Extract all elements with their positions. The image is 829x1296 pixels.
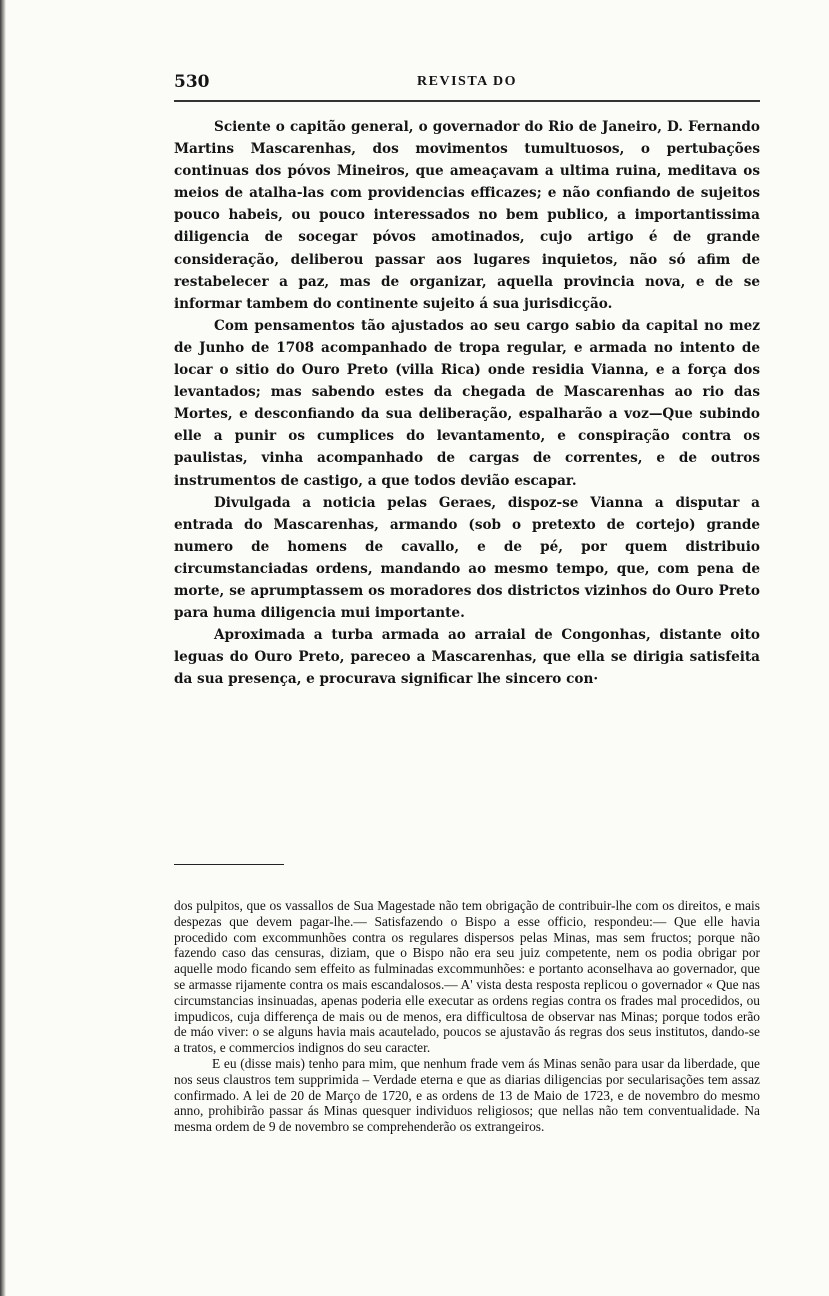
footnotes: [174, 898, 760, 1135]
footnote-paragraph: dos pulpitos, que os vassallos de Sua Magestade não tem obrigação de contribuir-lhe com os direitos, e mais despezas que devem pagar-lhe.— Satisfazendo o Bispo a esse officio, respondeu:— Que elle havia procedido com excommunhões contra os regulares dispersos pelas Minas, mas sem fructos; porque não fazendo caso das censuras, diziam, que o Bispo não era seu juiz competente, nem os podia obrigar por aquelle modo ficando sem effeito as fulminadas excommunhões: e portanto aconselhava ao governador, que se armasse rijamente contra os mais escandalosos.— A' vista desta resposta replicou o governador « Que nas circumstancias insinuadas, apenas poderia elle executar as ordens regias contra os frades mal procedidos, ou impudicos, cuja differença de mais ou de menos, era difficultosa de observar nas Minas; porque todos erão de máo viver: o se alguns havia mais acautelado, poucos se ajustavão ás regras dos seus institutos, dando-se a tratos, e commercios indignos do seu caracter.: [174, 898, 760, 1056]
body-text: [174, 116, 760, 690]
footnote-rule: [174, 864, 284, 865]
body-paragraph: Divulgada a noticia pelas Geraes, dispoz-se Vianna a disputar a entrada do Mascarenhas, armando (sob o pretexto de cortejo) grande numero de homens de cavallo, e de pé, por quem distribuio circumstanciadas ordens, mandando ao mesmo tempo, que, com pena de morte, se aprumptassem os moradores dos districtos vizinhos do Ouro Preto para huma diligencia mui importante.: [174, 494, 760, 622]
body-paragraph: Sciente o capitão general, o governador do Rio de Janeiro, D. Fernando Martins Mascarenhas, dos movimentos tumultuosos, o pertubações continuas dos póvos Mineiros, que ameaçavam a ultima ruina, meditava os meios de atalha-las com providencias efficazes; e não confiando de sujeitos pouco habeis, ou pouco interessados no bem publico, a importantissima diligencia de socegar póvos amotinados, cujo artigo é de grande consideração, deliberou passar aos lugares inquietos, não só afim de restabelecer a paz, mas de organizar, aquella provincia nova, e de se informar tambem do continente sujeito á sua jurisdicção.: [174, 119, 760, 312]
page-number: 530: [174, 72, 210, 92]
body-paragraph: Com pensamentos tão ajustados ao seu cargo sabio da capital no mez de Junho de 1708 acompanhado de tropa regular, e armada no intento de locar o sitio do Ouro Preto (villa Rica) onde residia Vianna, e a força dos levantados; mas sabendo estes da chegada de Mascarenhas ao rio das Mortes, e desconfiando da sua deliberação, espalharão a voz—Que subindo elle a punir os cumplices do levantamento, e conspiração contra os paulistas, vinha acompanhado de cargas de correntes, e de outros instrumentos de castigo, a que todos devião escapar.: [174, 317, 760, 489]
footnote-paragraph: E eu (disse mais) tenho para mim, que nenhum frade vem ás Minas senão para usar da liberdade, que nos seus claustros tem supprimida – Verdade eterna e que as diarias diligencias por secularisações tem assaz confirmado. A lei de 20 de Março de 1720, e as ordens de 13 de Maio de 1723, e de novembro do mesmo anno, prohibirão passar ás Minas quesquer individuos religiosos; que nellas não tem conventualidade. Na mesma ordem de 9 de novembro se comprehenderão os extrangeiros.: [174, 1055, 760, 1135]
body-paragraph: Aproximada a turba armada ao arraial de Congonhas, distante oito leguas do Ouro Preto, pareceo a Mascarenhas, que ella se dirigia satisfeita da sua presença, e procurava significar lhe sincero con·: [174, 627, 760, 688]
running-title: REVISTA DO: [417, 74, 517, 89]
page-binding-edge: [0, 0, 6, 1296]
header-rule: [174, 100, 760, 102]
page-header: [174, 72, 760, 96]
